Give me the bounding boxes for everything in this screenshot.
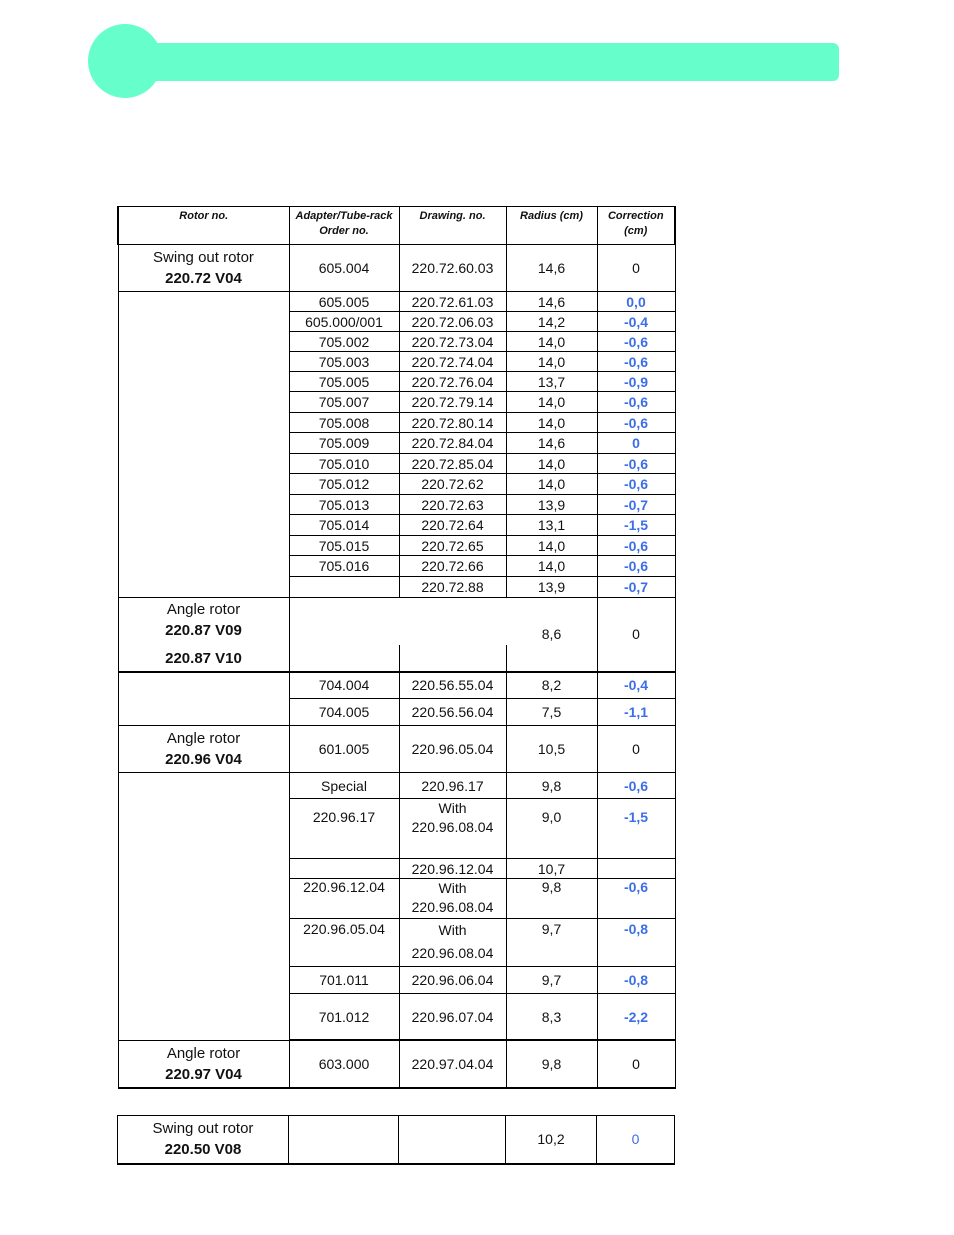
drawing-with-number: 220.96.08.04 xyxy=(411,819,494,835)
correction-cell: 0,0 xyxy=(597,292,675,312)
radius-cell: 14,0 xyxy=(506,454,597,474)
radius-cell: 14,6 xyxy=(506,433,597,454)
drawing-cell: 220.96.12.04 xyxy=(399,859,506,879)
drawing-cell: 220.72.06.03 xyxy=(399,312,506,332)
rotor-cell-empty xyxy=(118,292,289,598)
radius-cell: 13,9 xyxy=(506,495,597,515)
correction-cell: 0 xyxy=(597,598,675,672)
table-row xyxy=(118,292,675,312)
adapter-cell: 705.009 xyxy=(289,433,399,454)
rotor-id: 220.50 V08 xyxy=(164,1141,242,1159)
rotor-id: 220.87 V10 xyxy=(165,650,242,668)
rotor-type: Angle rotor xyxy=(166,1044,241,1062)
drawing-cell xyxy=(399,919,506,967)
correction-cell: 0 xyxy=(597,726,675,773)
radius-cell: 14,0 xyxy=(506,474,597,495)
drawing-cell: 220.72.76.04 xyxy=(399,372,506,392)
radius-cell: 8,2 xyxy=(506,672,597,699)
radius-cell: 14,6 xyxy=(506,245,597,292)
correction-cell: -0,8 xyxy=(597,967,675,994)
correction-cell: -0,4 xyxy=(597,672,675,699)
adapter-cell: 220.96.17 xyxy=(289,799,399,859)
table-row xyxy=(118,773,675,799)
drawing-cell: 220.56.55.04 xyxy=(399,672,506,699)
correction-cell: -0,6 xyxy=(597,556,675,577)
drawing-cell: 220.96.17 xyxy=(399,773,506,799)
adapter-cell xyxy=(289,859,399,879)
drawing-with-label: With xyxy=(438,800,467,816)
table-row xyxy=(118,726,675,773)
radius-cell: 10,5 xyxy=(506,726,597,773)
correction-cell: 0 xyxy=(597,1116,675,1164)
correction-cell: -0,6 xyxy=(597,879,675,919)
drawing-cell: 220.72.73.04 xyxy=(399,332,506,352)
drawing-with-label: With xyxy=(438,880,467,896)
drawing-cell: 220.96.05.04 xyxy=(399,726,506,773)
radius-cell: 14,0 xyxy=(506,413,597,433)
adapter-cell: 220.96.12.04 xyxy=(289,879,399,919)
adapter-cell: 605.004 xyxy=(289,245,399,292)
rotor-type: Swing out rotor xyxy=(152,1120,254,1138)
adapter-cell: 705.015 xyxy=(289,536,399,556)
rotor-cell xyxy=(118,598,289,672)
radius-cell: 13,9 xyxy=(506,577,597,598)
correction-cell: -0,7 xyxy=(597,577,675,598)
adapter-cell: 601.005 xyxy=(289,726,399,773)
adapter-cell: 605.005 xyxy=(289,292,399,312)
drawing-with-number: 220.96.08.04 xyxy=(411,899,494,915)
table-row xyxy=(118,598,675,645)
radius-cell: 14,0 xyxy=(506,536,597,556)
drawing-cell: 220.72.61.03 xyxy=(399,292,506,312)
radius-cell: 13,1 xyxy=(506,515,597,536)
adapter-cell: 701.011 xyxy=(289,967,399,994)
radius-cell: 13,7 xyxy=(506,372,597,392)
adapter-cell: 705.012 xyxy=(289,474,399,495)
radius-cell: 14,0 xyxy=(506,392,597,413)
rotor-id: 220.87 V09 xyxy=(165,622,242,640)
rotor-id: 220.96 V04 xyxy=(165,751,242,768)
drawing-cell: 220.72.74.04 xyxy=(399,352,506,372)
radius-cell: 14,6 xyxy=(506,292,597,312)
correction-cell: -0,4 xyxy=(597,312,675,332)
correction-cell: -0,9 xyxy=(597,372,675,392)
radius-cell: 9,7 xyxy=(506,967,597,994)
drawing-cell: 220.96.06.04 xyxy=(399,967,506,994)
rotor-table-secondary xyxy=(117,1115,675,1165)
adapter-cell: 705.008 xyxy=(289,413,399,433)
drawing-cell xyxy=(399,879,506,919)
adapter-cell: 220.96.05.04 xyxy=(289,919,399,967)
radius-cell: 14,0 xyxy=(506,556,597,577)
radius-cell: 9,8 xyxy=(506,879,597,919)
correction-cell: -0,6 xyxy=(597,392,675,413)
drawing-cell xyxy=(399,598,506,645)
radius-cell: 14,0 xyxy=(506,332,597,352)
radius-cell: 7,5 xyxy=(506,699,597,726)
adapter-cell: 704.005 xyxy=(289,699,399,726)
correction-cell: -0,6 xyxy=(597,352,675,372)
adapter-cell: 701.012 xyxy=(289,994,399,1040)
rotor-type: Angle rotor xyxy=(166,730,241,747)
correction-cell: -0,6 xyxy=(597,413,675,433)
table-row xyxy=(118,1041,675,1088)
drawing-cell: 220.72.64 xyxy=(399,515,506,536)
radius-cell: 10,7 xyxy=(506,859,597,879)
rotor-cell xyxy=(118,1041,289,1088)
radius-cell: 9,8 xyxy=(506,773,597,799)
correction-cell: -2,2 xyxy=(597,994,675,1040)
rotor-id: 220.72 V04 xyxy=(165,270,242,287)
drawing-cell xyxy=(399,1116,506,1164)
correction-cell: -1,1 xyxy=(597,699,675,726)
adapter-cell xyxy=(289,598,399,645)
rotor-type: Angle rotor xyxy=(166,601,241,619)
drawing-cell: 220.72.85.04 xyxy=(399,454,506,474)
correction-cell: -0,8 xyxy=(597,919,675,967)
radius-cell: 9,8 xyxy=(506,1041,597,1088)
adapter-cell: 704.004 xyxy=(289,672,399,699)
adapter-cell: 705.016 xyxy=(289,556,399,577)
rotor-cell xyxy=(118,726,289,773)
adapter-cell: 705.002 xyxy=(289,332,399,352)
correction-cell: 0 xyxy=(597,245,675,292)
adapter-cell xyxy=(289,1116,399,1164)
rotor-cell-empty xyxy=(118,773,289,1041)
adapter-cell: 705.005 xyxy=(289,372,399,392)
drawing-with-number: 220.96.08.04 xyxy=(411,945,494,961)
adapter-cell: 605.000/001 xyxy=(289,312,399,332)
rotor-type: Swing out rotor xyxy=(153,249,254,266)
rotor-table xyxy=(117,206,676,1089)
table-header-row xyxy=(118,207,675,245)
drawing-cell: 220.72.63 xyxy=(399,495,506,515)
rotor-cell xyxy=(118,245,289,292)
drawing-cell: 220.72.80.14 xyxy=(399,413,506,433)
radius-cell: 9,0 xyxy=(506,799,597,859)
adapter-cell: 705.013 xyxy=(289,495,399,515)
rotor-cell-empty xyxy=(118,672,289,726)
table-row xyxy=(118,672,675,699)
drawing-cell: 220.72.66 xyxy=(399,556,506,577)
correction-cell: 0 xyxy=(597,433,675,454)
adapter-cell: Special xyxy=(289,773,399,799)
correction-cell: -1,5 xyxy=(597,515,675,536)
rotor-cell xyxy=(118,1116,289,1164)
drawing-cell: 220.56.56.04 xyxy=(399,699,506,726)
rotor-id: 220.97 V04 xyxy=(165,1065,242,1083)
adapter-cell xyxy=(289,577,399,598)
drawing-cell: 220.97.04.04 xyxy=(399,1041,506,1088)
table-row xyxy=(118,245,675,292)
header-correction: Correction (cm) xyxy=(597,207,675,245)
adapter-cell: 705.010 xyxy=(289,454,399,474)
correction-cell: -0,6 xyxy=(597,454,675,474)
correction-cell: -1,5 xyxy=(597,799,675,859)
correction-cell: -0,7 xyxy=(597,495,675,515)
adapter-cell: 705.003 xyxy=(289,352,399,372)
header-banner-bar xyxy=(120,43,839,81)
adapter-cell: 705.014 xyxy=(289,515,399,536)
header-rotor: Rotor no. xyxy=(118,207,289,245)
drawing-cell: 220.72.88 xyxy=(399,577,506,598)
drawing-cell: 220.72.79.14 xyxy=(399,392,506,413)
drawing-cell: 220.96.07.04 xyxy=(399,994,506,1040)
header-drawing: Drawing. no. xyxy=(399,207,506,245)
correction-cell: 0 xyxy=(597,1041,675,1088)
drawing-cell: 220.72.65 xyxy=(399,536,506,556)
drawing-with-label: With xyxy=(438,922,467,938)
adapter-cell xyxy=(289,645,399,672)
drawing-cell: 220.72.84.04 xyxy=(399,433,506,454)
drawing-cell xyxy=(399,645,506,672)
adapter-cell: 705.007 xyxy=(289,392,399,413)
correction-cell: -0,6 xyxy=(597,474,675,495)
drawing-cell: 220.72.60.03 xyxy=(399,245,506,292)
radius-cell: 14,2 xyxy=(506,312,597,332)
radius-cell: 14,0 xyxy=(506,352,597,372)
adapter-cell: 603.000 xyxy=(289,1041,399,1088)
correction-cell: -0,6 xyxy=(597,773,675,799)
header-adapter: Adapter/Tube-rack Order no. xyxy=(289,207,399,245)
correction-cell: -0,6 xyxy=(597,332,675,352)
radius-cell: 8,6 xyxy=(506,598,597,672)
table-row xyxy=(118,1116,675,1164)
radius-cell: 8,3 xyxy=(506,994,597,1040)
radius-cell: 9,7 xyxy=(506,919,597,967)
header-radius: Radius (cm) xyxy=(506,207,597,245)
drawing-cell xyxy=(399,799,506,859)
drawing-cell: 220.72.62 xyxy=(399,474,506,495)
correction-cell: -0,6 xyxy=(597,536,675,556)
radius-cell: 10,2 xyxy=(506,1116,597,1164)
correction-cell xyxy=(597,859,675,879)
